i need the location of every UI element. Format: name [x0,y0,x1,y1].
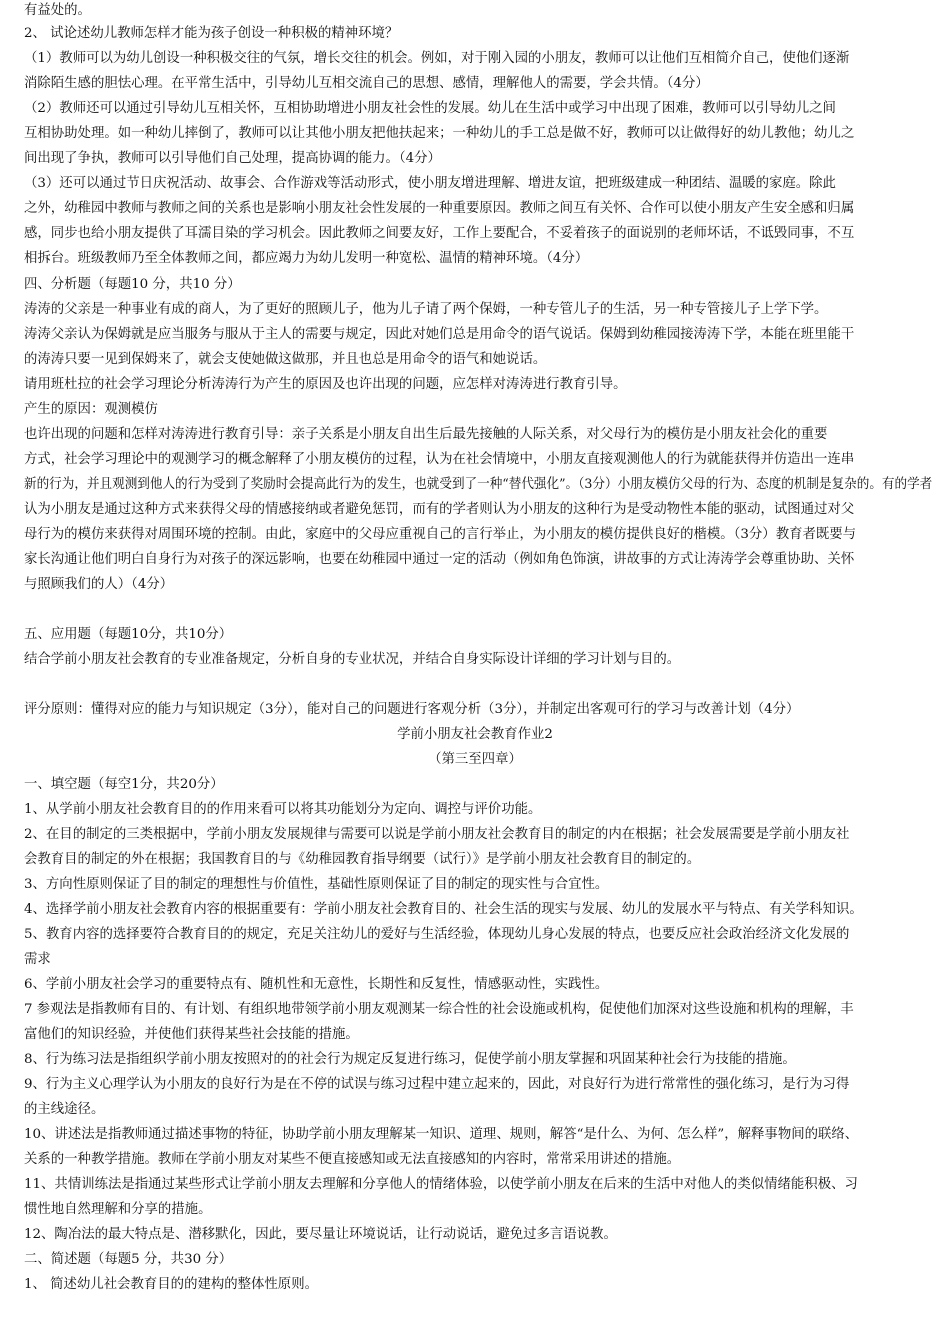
text-line: （1）教师可以为幼儿创设一种积极交往的气氛，增长交往的机会。例如，对于刚入园的小朋友，教师可以让他们互相简介自己，使他们逐渐 [24,51,850,66]
text-line: 与照顾我们的人）（4分） [24,577,174,592]
section-heading: 五、应用题（每题10分，共10分） [24,627,233,642]
text-line: 富他们的知识经验，并使他们获得某些社会技能的措施。 [24,1027,359,1042]
text-line: 关系的一种教学措施。教师在学前小朋友对某些不便直接感知或无法直接感知的内容时，常常采用讲述的措施。 [24,1152,681,1167]
text-line: 10、讲述法是指教师通过描述事物的特征，协助学前小朋友理解某一知识、道理、规则，解答“是什么、为何、怎么样”，解释事物间的联络、 [24,1127,859,1142]
text-line: 6、学前小朋友社会学习的重要特点有、随机性和无意性，长期性和反复性，情感驱动性，实践性。 [24,977,609,992]
text-line: 家长沟通让他们明白自身行为对孩子的深远影响，也要在幼稚园中通过一定的活动（例如角色饰演，讲故事的方式让涛涛学会尊重协助、关怀 [24,552,855,567]
text-line: 的涛涛只要一见到保姆来了，就会支使她做这做那，并且也总是用命令的语气和她说话。 [24,352,547,367]
assignment-subtitle: （第三至四章） [428,752,522,767]
section-heading: 一、填空题（每空1分，共20分） [24,777,224,792]
text-line: 2、在目的制定的三类根据中，学前小朋友发展规律与需要可以说是学前小朋友社会教育目的制定的内在根据；社会发展需要是学前小朋友社 [24,827,850,842]
text-line: 新的行为，并且观测到他人的行为受到了奖励时会提高此行为的发生，也就受到了一种“替代强化”。（3分）小朋友模仿父母的行为、态度的机制是复杂的。有的学者 [24,477,933,492]
text-line: （2）教师还可以通过引导幼儿互相关怀，互相协助增进小朋友社会性的发展。幼儿在生活中或学习中出现了困难，教师可以引导幼儿之间 [24,101,836,116]
text-line: 4、选择学前小朋友社会教育内容的根据重要有：学前小朋友社会教育目的、社会生活的现实与发展、幼儿的发展水平与特点、有关学科知识。 [24,902,863,917]
text-line: 也许出现的问题和怎样对涛涛进行教育引导：亲子关系是小朋友自出生后最先接触的人际关系，对父母行为的模仿是小朋友社会化的重要 [24,427,828,442]
section-heading: 二、简述题（每题5 分，共30 分） [24,1252,233,1267]
text-line: 互相协助处理。如一种幼儿摔倒了，教师可以让其他小朋友把他扶起来；一种幼儿的手工总是做不好，教师可以让做得好的幼儿教他；幼儿之 [24,126,855,141]
text-line: 惯性地自然理解和分享的措施。 [24,1202,212,1217]
text-line: 9、行为主义心理学认为小朋友的良好行为是在不停的试误与练习过程中建立起来的，因此，对良好行为进行常常性的强化练习，是行为习得 [24,1077,850,1092]
text-line: 会教育目的制定的外在根据；我国教育目的与《幼稚园教育指导纲要（试行）》是学前小朋友社会教育目的制定的。 [24,852,701,867]
text-line: 之外，幼稚园中教师与教师之间的关系也是影响小朋友社会性发展的一种重要原因。教师之间互有关怀、合作可以使小朋友产生安全感和归属 [24,201,855,216]
text-line: 产生的原因：观测模仿 [24,402,158,417]
question-heading: 1、 简述幼儿社会教育目的的建构的整体性原则。 [24,1277,318,1292]
text-line: （3）还可以通过节日庆祝活动、故事会、合作游戏等活动形式，使小朋友增进理解、增进友谊，把班级建成一种团结、温暖的家庭。除此 [24,176,836,191]
text-line: 3、方向性原则保证了目的制定的理想性与价值性，基础性原则保证了目的制定的现实性与合宜性。 [24,877,609,892]
text-line: 11、共情训练法是指通过某些形式让学前小朋友去理解和分享他人的情绪体验，以使学前小朋友在后来的生活中对他人的类似情绪能积极、习 [24,1177,858,1192]
text-line: 的主线途径。 [24,1102,105,1117]
text-line: 感，同步也给小朋友提供了耳濡目染的学习机会。因此教师之间要友好，工作上要配合，不妥着孩子的面说别的老师坏话，不诋毁同事，不互 [24,226,855,241]
text-line: 母行为的模仿来获得对周围环境的控制。由此，家庭中的父母应重视自己的言行举止，为小朋友的模仿提供良好的楷模。（3分）教育者既要与 [24,527,857,542]
section-heading: 四、分析题（每题10 分，共10 分） [24,277,241,292]
text-line: 5、教育内容的选择要符合教育目的的规定，充足关注幼儿的爱好与生活经验，体现幼儿身心发展的特点，也要反应社会政治经济文化发展的 [24,927,850,942]
text-line: 12、陶冶法的最大特点是、潜移默化，因此，要尽量让环境说话，让行动说话，避免过多言语说教。 [24,1227,617,1242]
assignment-title: 学前小朋友社会教育作业2 [397,727,553,742]
text-line: 8、行为练习法是指组织学前小朋友按照对的的社会行为规定反复进行练习，促使学前小朋友掌握和巩固某种社会行为技能的措施。 [24,1052,796,1067]
text-line: 消除陌生感的胆怯心理。在平常生活中，引导幼儿互相交流自己的思想、感情，理解他人的需要，学会共情。（4分） [24,76,709,91]
text-line: 结合学前小朋友社会教育的专业准备规定，分析自身的专业状况，并结合自身实际设计详细的学习计划与目的。 [24,652,681,667]
text-line: 方式，社会学习理论中的观测学习的概念解释了小朋友模仿的过程，认为在社会情境中，小朋友直接观测他人的行为就能获得并仿造出一连串 [24,452,855,467]
text-line: 相拆台。班级教师乃至全体教师之间，都应竭力为幼儿发明一种宽松、温情的精神环境。（4分） [24,251,589,266]
question-heading: 2、 试论述幼儿教师怎样才能为孩子创设一种积极的精神环境？ [24,26,399,41]
text-line: 涛涛父亲认为保姆就是应当服务与服从于主人的需要与规定，因此对她们总是用命令的语气说话。保姆到幼稚园接涛涛下学，本能在班里能干 [24,327,855,342]
text-line: 7 参观法是指教师有目的、有计划、有组织地带领学前小朋友观测某一综合性的社会设施或机构，促使他们加深对这些设施和机构的理解，丰 [24,1002,854,1017]
text-line: 间出现了争执，教师可以引导他们自己处理，提高协调的能力。（4分） [24,151,441,166]
text-line: 1、从学前小朋友社会教育目的的作用来看可以将其功能划分为定向、调控与评价功能。 [24,802,542,817]
text-line: 涛涛的父亲是一种事业有成的商人，为了更好的照顾儿子，他为儿子请了两个保姆，一种专管儿子的生活，另一种专管接儿子上学下学。 [24,302,828,317]
text-line: 请用班杜拉的社会学习理论分析涛涛行为产生的原因及也许出现的问题，应怎样对涛涛进行教育引导。 [24,377,627,392]
text-line: 需求 [24,952,51,967]
text-line: 有益处的。 [24,3,91,18]
text-line: 认为小朋友是通过这种方式来获得父母的情感接纳或者避免惩罚，而有的学者则认为小朋友的这种行为是受动物性本能的驱动，试图通过对父 [24,502,855,517]
grading-criteria: 评分原则：懂得对应的能力与知识规定（3分），能对自己的问题进行客观分析（3分），并制定出客观可行的学习与改善计划（4分） [24,702,800,717]
